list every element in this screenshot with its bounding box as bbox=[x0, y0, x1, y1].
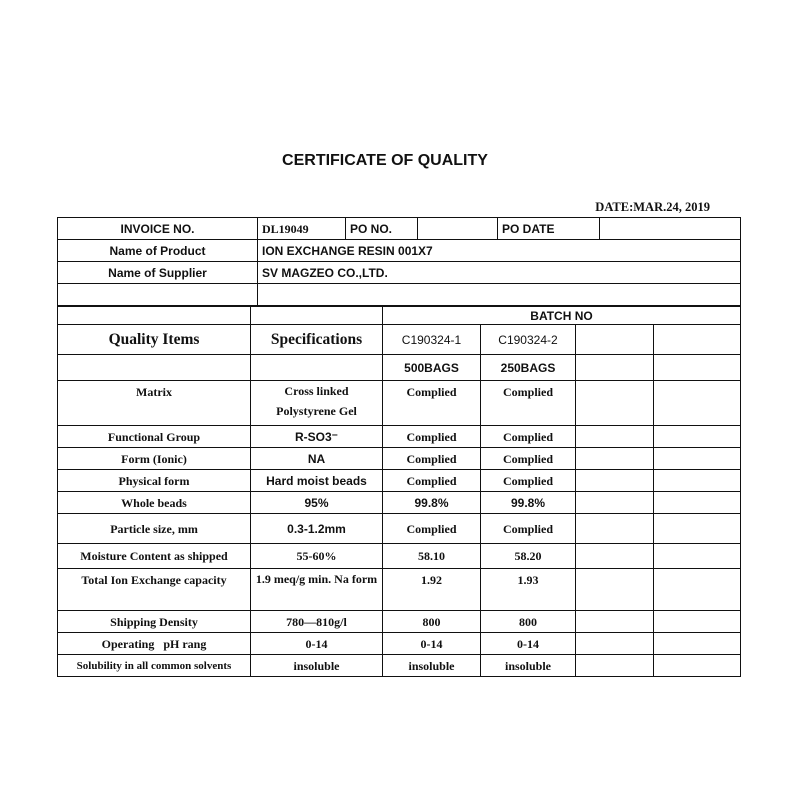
invoice-value: DL19049 bbox=[258, 218, 346, 240]
quality-item: Functional Group bbox=[58, 426, 251, 448]
quality-item: Total Ion Exchange capacity bbox=[58, 569, 251, 611]
quality-item: Whole beads bbox=[58, 492, 251, 514]
empty-cell bbox=[251, 307, 383, 325]
batch-2-quantity: 250BAGS bbox=[481, 355, 576, 381]
empty-cell bbox=[576, 355, 654, 381]
po-date-value bbox=[600, 218, 741, 240]
empty-cell bbox=[654, 355, 741, 381]
po-label: PO NO. bbox=[346, 218, 418, 240]
batch-2-result: Complied bbox=[481, 448, 576, 470]
batch-2-result: Complied bbox=[481, 426, 576, 448]
batch-header-row bbox=[58, 307, 741, 325]
empty-cell bbox=[654, 470, 741, 492]
quality-items-header: Quality Items bbox=[58, 325, 251, 355]
empty-cell bbox=[654, 544, 741, 569]
empty-cell bbox=[251, 355, 383, 381]
batch-1-result: 0-14 bbox=[383, 633, 481, 655]
column-header-row bbox=[58, 325, 741, 355]
issue-date: DATE:MAR.24, 2019 bbox=[595, 200, 710, 214]
empty-cell bbox=[576, 448, 654, 470]
empty-cell bbox=[576, 611, 654, 633]
empty-cell bbox=[58, 355, 251, 381]
document-title: CERTIFICATE OF QUALITY bbox=[282, 152, 488, 169]
table-row bbox=[58, 514, 741, 544]
batch-1-result: 99.8% bbox=[383, 492, 481, 514]
empty-cell bbox=[576, 492, 654, 514]
blank-cell bbox=[258, 284, 741, 306]
batch-2-result: Complied bbox=[481, 514, 576, 544]
quality-item: Solubility in all common solvents bbox=[58, 655, 251, 677]
batch-1-result: Complied bbox=[383, 381, 481, 426]
empty-cell bbox=[576, 426, 654, 448]
empty-cell bbox=[58, 307, 251, 325]
batch-2-result: insoluble bbox=[481, 655, 576, 677]
quality-item: Operating pH rang bbox=[58, 633, 251, 655]
quantity-row bbox=[58, 355, 741, 381]
batch-1-result: Complied bbox=[383, 448, 481, 470]
empty-cell bbox=[576, 325, 654, 355]
empty-cell bbox=[654, 325, 741, 355]
supplier-label: Name of Supplier bbox=[58, 262, 258, 284]
quality-item: Physical form bbox=[58, 470, 251, 492]
specification: 780—810g/l bbox=[251, 611, 383, 633]
empty-cell bbox=[576, 655, 654, 677]
batch-2-result: Complied bbox=[481, 470, 576, 492]
product-row bbox=[58, 240, 741, 262]
empty-cell bbox=[654, 655, 741, 677]
table-row bbox=[58, 655, 741, 677]
supplier-value: SV MAGZEO CO.,LTD. bbox=[258, 262, 741, 284]
po-date-label: PO DATE bbox=[498, 218, 600, 240]
empty-cell bbox=[654, 381, 741, 426]
empty-cell bbox=[654, 633, 741, 655]
supplier-row bbox=[58, 262, 741, 284]
batch-1-result: Complied bbox=[383, 514, 481, 544]
specification: 0.3-1.2mm bbox=[251, 514, 383, 544]
batch-1-result: 58.10 bbox=[383, 544, 481, 569]
batch-2-result: 0-14 bbox=[481, 633, 576, 655]
po-value bbox=[418, 218, 498, 240]
batch-1-result: 1.92 bbox=[383, 569, 481, 611]
table-row bbox=[58, 611, 741, 633]
table-row bbox=[58, 544, 741, 569]
invoice-row bbox=[58, 218, 741, 240]
empty-cell bbox=[654, 492, 741, 514]
quality-item: Particle size, mm bbox=[58, 514, 251, 544]
empty-cell bbox=[654, 448, 741, 470]
empty-cell bbox=[654, 426, 741, 448]
table-row bbox=[58, 470, 741, 492]
quality-item: Form (Ionic) bbox=[58, 448, 251, 470]
product-value: ION EXCHANGE RESIN 001X7 bbox=[258, 240, 741, 262]
empty-cell bbox=[576, 569, 654, 611]
batch-2-result: Complied bbox=[481, 381, 576, 426]
table-row bbox=[58, 426, 741, 448]
specification: NA bbox=[251, 448, 383, 470]
table-row bbox=[58, 492, 741, 514]
empty-cell bbox=[654, 569, 741, 611]
batch-1-result: 800 bbox=[383, 611, 481, 633]
empty-cell bbox=[576, 633, 654, 655]
specification: R-SO3⁻ bbox=[251, 426, 383, 448]
specification: Hard moist beads bbox=[251, 470, 383, 492]
quality-item: Shipping Density bbox=[58, 611, 251, 633]
specification: Cross linked Polystyrene Gel bbox=[251, 381, 383, 426]
table-row bbox=[58, 381, 741, 426]
quality-item: Matrix bbox=[58, 381, 251, 426]
batch-no-label: BATCH NO bbox=[383, 307, 741, 325]
product-label: Name of Product bbox=[58, 240, 258, 262]
specifications-header: Specifications bbox=[251, 325, 383, 355]
blank-cell bbox=[58, 284, 258, 306]
empty-cell bbox=[576, 514, 654, 544]
batch-2-result: 800 bbox=[481, 611, 576, 633]
blank-row bbox=[58, 284, 741, 306]
empty-cell bbox=[576, 470, 654, 492]
specification: 95% bbox=[251, 492, 383, 514]
empty-cell bbox=[576, 381, 654, 426]
empty-cell bbox=[654, 611, 741, 633]
header-table bbox=[57, 217, 741, 306]
specification: 1.9 meq/g min. Na form bbox=[251, 569, 383, 611]
specification: 55-60% bbox=[251, 544, 383, 569]
specification: insoluble bbox=[251, 655, 383, 677]
batch-2-result: 1.93 bbox=[481, 569, 576, 611]
quality-item: Moisture Content as shipped bbox=[58, 544, 251, 569]
empty-cell bbox=[576, 544, 654, 569]
table-row bbox=[58, 448, 741, 470]
empty-cell bbox=[654, 514, 741, 544]
batch-2-number: C190324-2 bbox=[481, 325, 576, 355]
batch-1-result: Complied bbox=[383, 470, 481, 492]
quality-table bbox=[57, 306, 741, 677]
batch-1-quantity: 500BAGS bbox=[383, 355, 481, 381]
table-row bbox=[58, 569, 741, 611]
invoice-label: INVOICE NO. bbox=[58, 218, 258, 240]
specification: 0-14 bbox=[251, 633, 383, 655]
batch-1-number: C190324-1 bbox=[383, 325, 481, 355]
batch-2-result: 58.20 bbox=[481, 544, 576, 569]
batch-1-result: insoluble bbox=[383, 655, 481, 677]
batch-1-result: Complied bbox=[383, 426, 481, 448]
table-row bbox=[58, 633, 741, 655]
batch-2-result: 99.8% bbox=[481, 492, 576, 514]
